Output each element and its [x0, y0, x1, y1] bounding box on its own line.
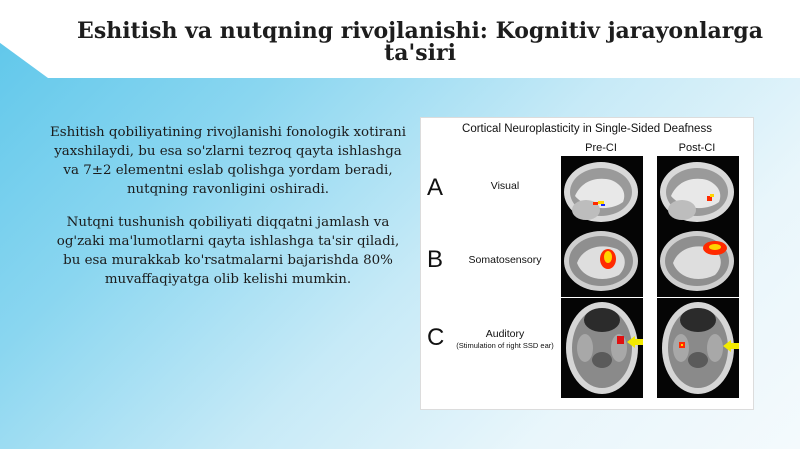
- figure-title: Cortical Neuroplasticity in Single-Sided Deafness: [462, 123, 712, 135]
- row-letter-c: C: [427, 324, 445, 351]
- neuroplasticity-figure: [420, 117, 754, 410]
- brain-scan-auditory-post: [657, 298, 739, 398]
- brain-scan-auditory-pre: [561, 298, 643, 398]
- row-label-auditory-text: Auditory: [485, 328, 525, 340]
- column-header-post-ci: Post-CI: [678, 142, 716, 154]
- row-label-auditory: [455, 328, 555, 350]
- row-label-somatosensory: Somatosensory: [468, 254, 542, 266]
- paragraph-speech-comprehension: Nutqni tushunish qobiliyati diqqatni jamlash va og'zaki ma'lumotlarni qayta ishlashga ta'sir qiladi, bu esa murakkab ko'rsatmalarni bajarishda 80% muvaffaqiyatga olib kelishi mumkin.: [56, 215, 400, 287]
- brain-scan-visual-pre: [561, 156, 643, 230]
- row-letter-a: A: [427, 174, 444, 201]
- row-label-visual: Visual: [490, 180, 520, 192]
- brain-scan-somatosensory-post: [657, 227, 739, 297]
- brain-scan-visual-post: [657, 156, 739, 230]
- paragraph-phonological-memory: Eshitish qobiliyatining rivojlanishi fonologik xotirani yaxshilaydi, bu esa so'zlarni tezroq qayta ishlashga va 7±2 elementni eslab qolishga yordam beradi, nutqning ravonligini oshiradi.: [49, 125, 407, 197]
- slide-title: Eshitish va nutqning rivojlanishi: Kognitiv jarayonlarga ta'siri: [77, 18, 763, 66]
- column-header-pre-ci: Pre-CI: [585, 142, 617, 154]
- row-sublabel-auditory: (Stimulation of right SSD ear): [456, 341, 554, 350]
- row-letter-b: B: [427, 246, 444, 273]
- brain-scan-somatosensory-pre: [561, 227, 643, 297]
